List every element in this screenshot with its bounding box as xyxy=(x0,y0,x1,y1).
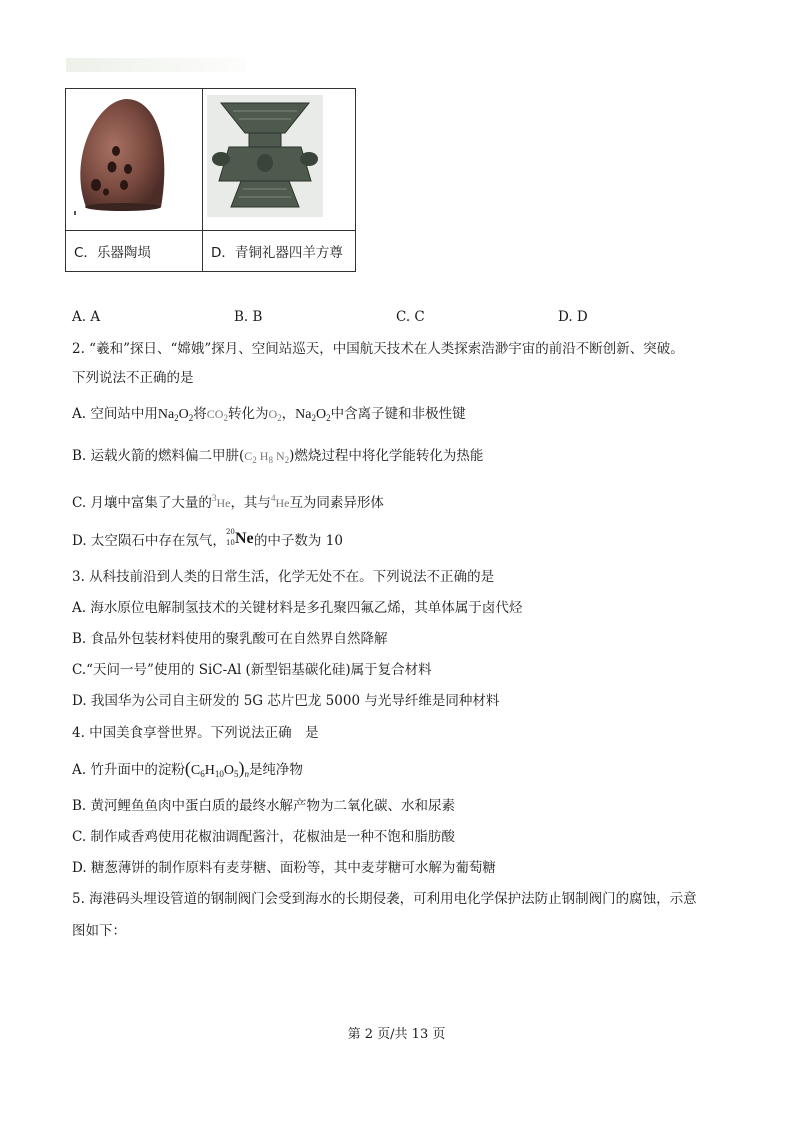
q3-option-d: D. 我国华为公司自主研发的 5G 芯片巴龙 5000 与光导纤维是同种材料 xyxy=(72,693,500,709)
q2-stem-line1: 2. “羲和”探日、“嫦娥”探月、空间站巡天，中国航天技术在人类探索浩渺宇宙的前沿不断创新、突破。 xyxy=(72,341,684,357)
nuclide-ne20: 20 10 Ne xyxy=(225,528,254,547)
formula-co2: $CO_2$ xyxy=(206,407,228,423)
isotope-he4: $^4$He xyxy=(270,493,290,510)
q2-stem-line2: 下列说法不正确的是 xyxy=(72,370,194,386)
q3-stem: 3. 从科技前沿到人类的日常生活，化学无处不在。下列说法不正确的是 xyxy=(72,569,495,585)
q4-stem: 4. 中国美食享誉世界。下列说法正确 是 xyxy=(72,725,319,741)
q2-option-c: C. 月壤中富集了大量的$^3$He，其与$^4$He互为同素异形体 xyxy=(72,493,384,511)
q1-option-c: C. C xyxy=(396,309,425,325)
q5-stem-line1: 5. 海港码头埋设管道的钢制阀门会受到海水的长期侵袭，可利用电化学保护法防止钢制阀门的腐蚀，示意 xyxy=(72,891,697,907)
caption-c: C．乐器陶埙 xyxy=(66,231,203,272)
formula-na2o2-second: $Na_2O_2$ xyxy=(295,407,331,423)
q4-option-d: D. 糖葱薄饼的制作原料有麦芽糖、面粉等，其中麦芽糖可水解为葡萄糖 xyxy=(72,860,496,876)
formula-na2o2: $Na_2O_2$ xyxy=(157,407,194,423)
formula-o2: $O_2$ xyxy=(268,407,282,423)
q1-option-a: A. A xyxy=(72,309,101,325)
q2-a-prefix: A. 空间站中用 xyxy=(72,406,158,422)
artifact-image-table xyxy=(65,88,356,272)
isotope-he3: $^3$He xyxy=(211,493,231,510)
q4-option-a: A. 竹升面中的淀粉$(C_6H_{10}O_5)_n$是纯净物 xyxy=(72,758,303,779)
q2-option-b: B. 运载火箭的燃料偏二甲肼($C_2$ $H_8$ $N_2$)燃烧过程中将化学能转化为热能 xyxy=(72,448,484,465)
cell-d-image xyxy=(203,89,356,231)
q1-option-b: B. B xyxy=(234,309,263,325)
formula-starch: $(C_6H_{10}O_5)_n$ xyxy=(184,758,249,779)
formula-c2h8n2: $C_2$ $H_8$ $N_2$ xyxy=(244,449,290,465)
clay-xun-image xyxy=(66,89,202,226)
q4-option-b: B. 黄河鲤鱼鱼肉中蛋白质的最终水解产物为二氧化碳、水和尿素 xyxy=(72,798,456,814)
page-footer: 第 2 页/共 13 页 xyxy=(347,1027,446,1042)
q2-option-a: A. 空间站中用$Na_2O_2$将$CO_2$转化为$O_2$，$Na_2O_2$中含离子键和非极性键 xyxy=(72,406,466,423)
q2-option-d: D. 太空陨石中存在氖气， 20 10 Ne 的中子数为 10 xyxy=(72,528,343,549)
q3-option-b: B. 食品外包装材料使用的聚乳酸可在自然界自然降解 xyxy=(72,631,388,647)
q1-option-d: D. D xyxy=(558,309,588,325)
caption-d: D．青铜礼器四羊方尊 xyxy=(203,231,356,272)
q3-option-a: A. 海水原位电解制氢技术的关键材料是多孔聚四氟乙烯，其单体属于卤代烃 xyxy=(72,600,523,616)
q5-stem-line2: 图如下： xyxy=(72,923,126,939)
cell-c-image xyxy=(66,89,203,231)
q4-option-c: C. 制作咸香鸡使用花椒油调配酱汁，花椒油是一种不饱和脂肪酸 xyxy=(72,829,455,845)
faded-header-strip xyxy=(66,58,246,72)
bronze-zun-image xyxy=(203,89,355,226)
q3-option-c: C.“天问一号”使用的 SiC-Al (新型铝基碳化硅)属于复合材料 xyxy=(72,662,432,678)
